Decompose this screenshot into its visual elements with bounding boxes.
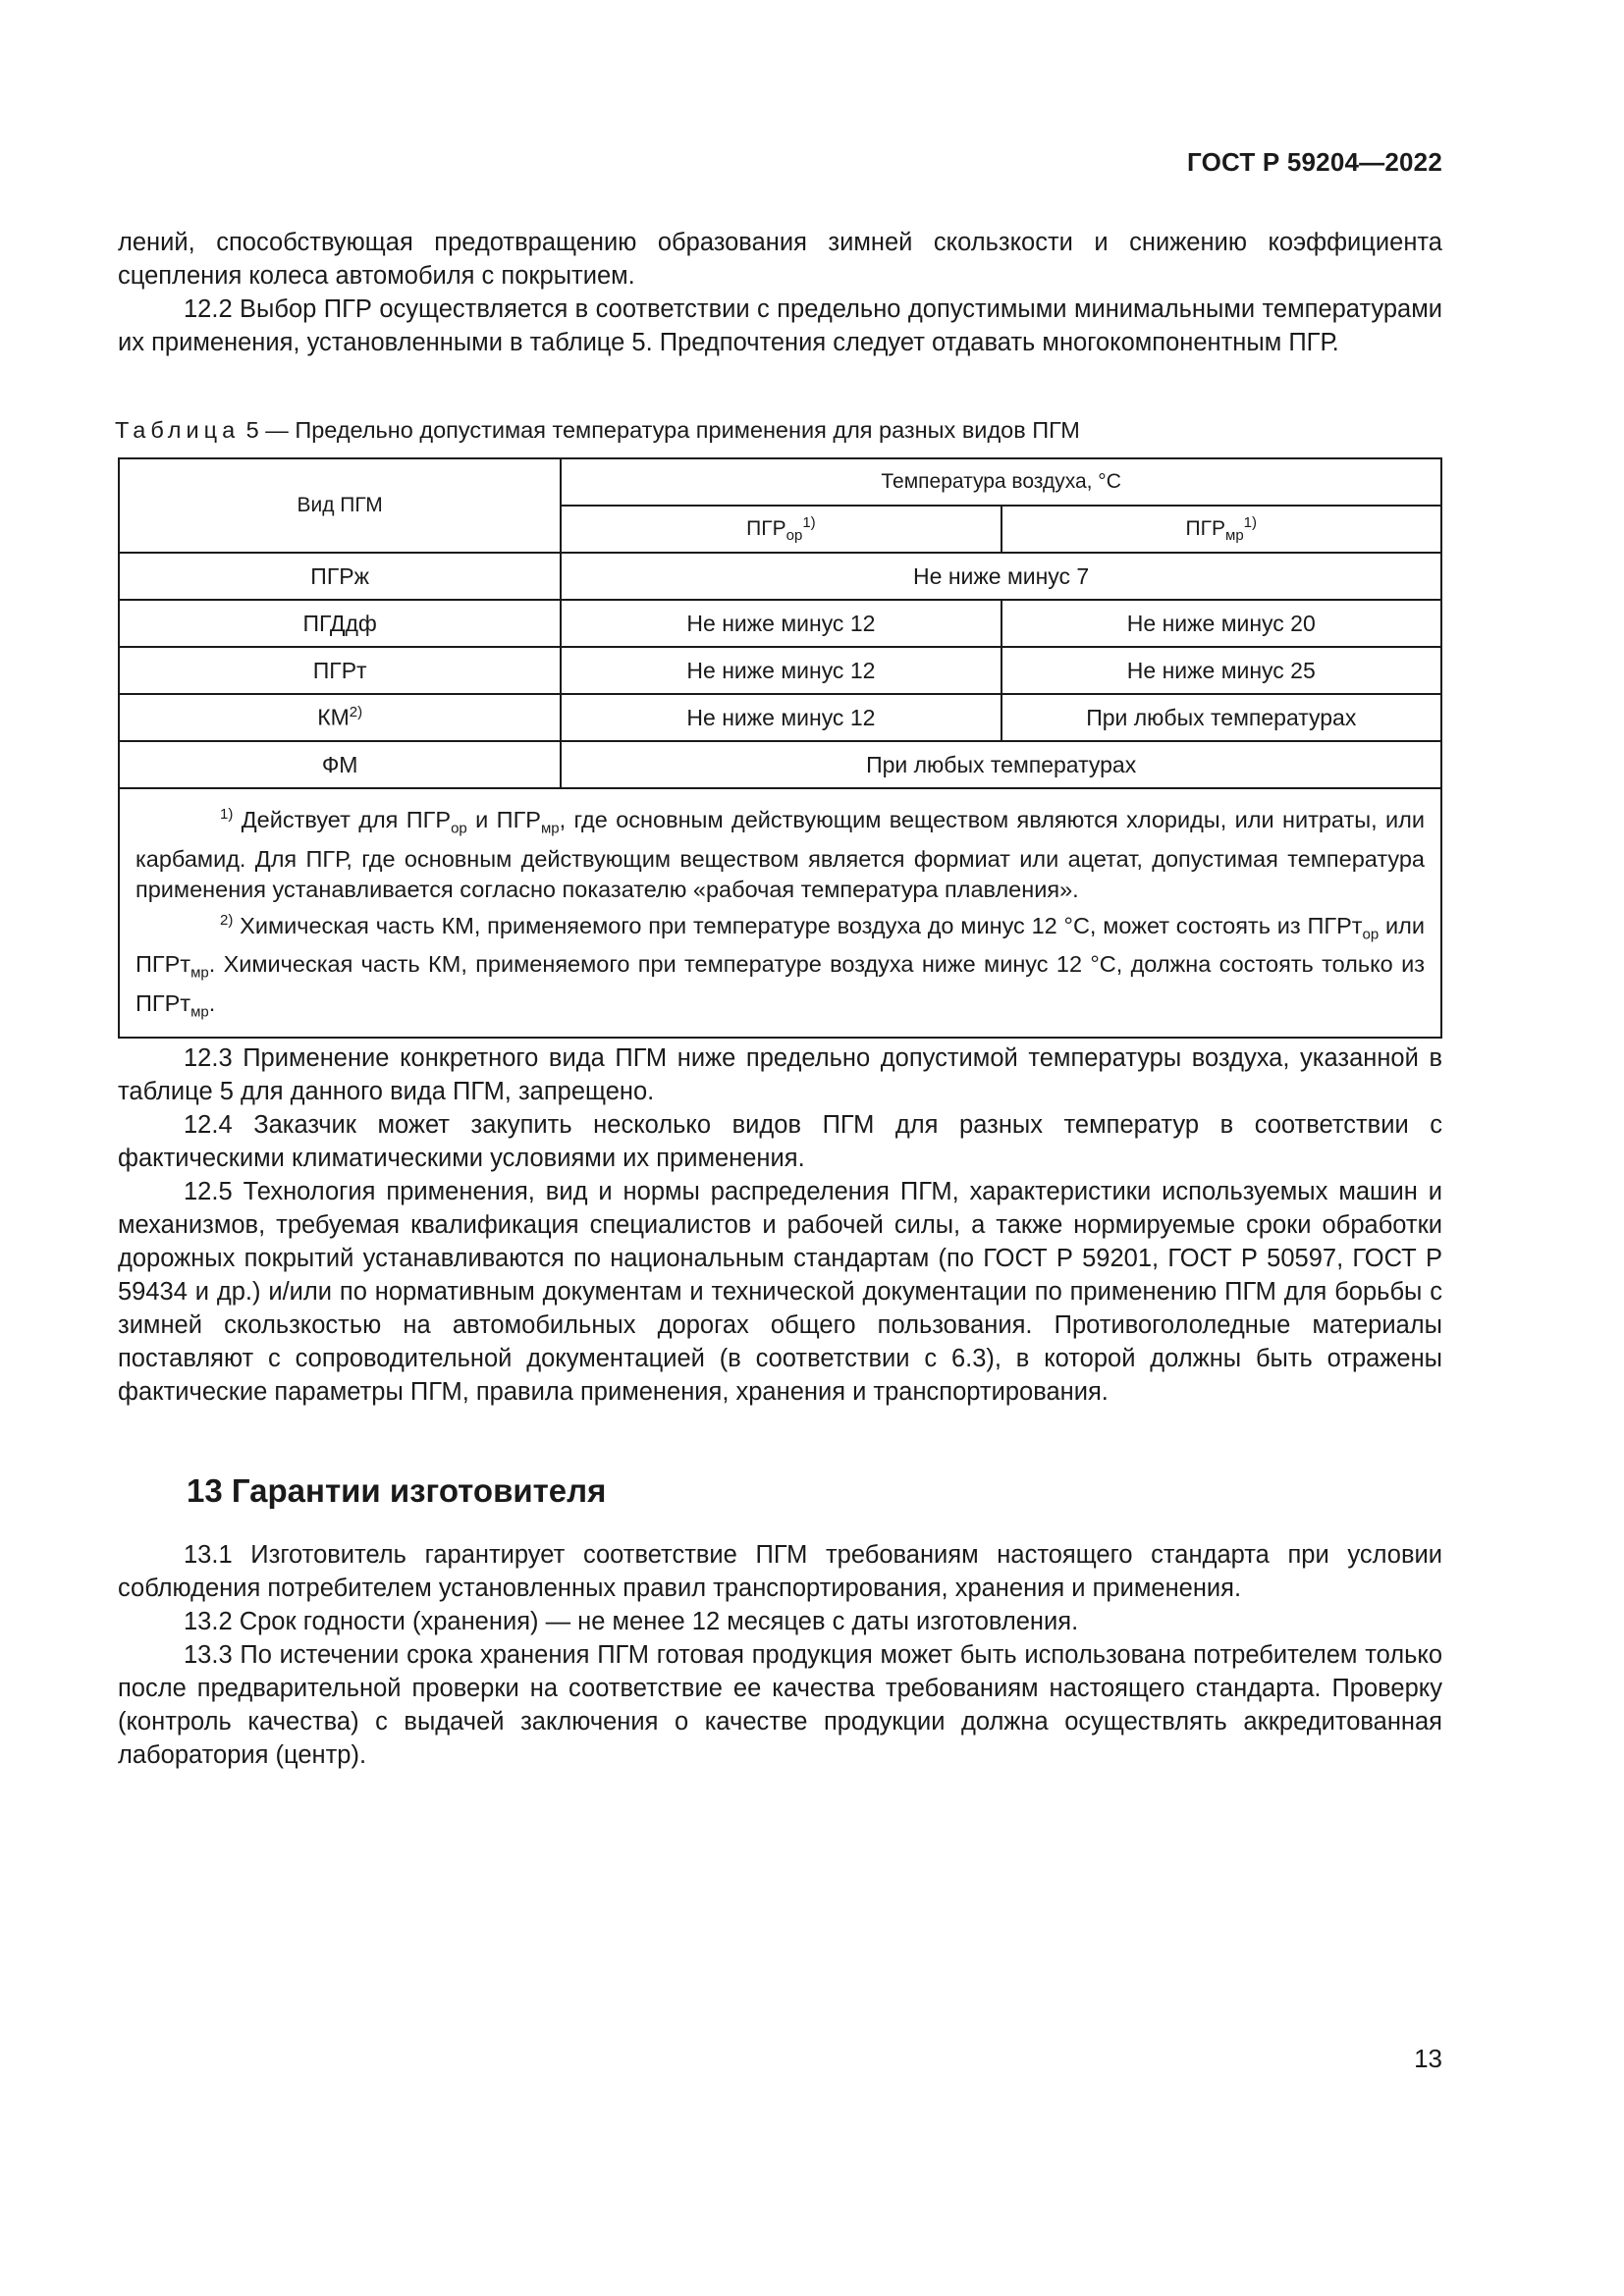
footnote-1-op: ор <box>451 820 467 837</box>
table-row <box>119 647 1441 694</box>
footnote-1-pgr: ПГР <box>406 806 452 832</box>
paragraph-13-2: 13.2 Срок годности (хранения) — не менее 12 месяцев с даты изготовления. <box>184 1608 1079 1635</box>
footnote-2-mark: 2) <box>220 911 234 929</box>
header-mp-sup: 1) <box>1243 513 1258 531</box>
type-cell-text: КМ <box>317 704 350 730</box>
footnote-2-end: . <box>208 989 216 1016</box>
page-number: 13 <box>1414 2044 1442 2073</box>
type-cell: ФМ <box>119 741 561 788</box>
table-caption <box>115 417 1080 444</box>
table-notes-row <box>119 788 1441 1038</box>
op-cell: Не ниже минус 12 <box>561 694 1001 741</box>
type-cell: ПГРт <box>119 647 561 694</box>
mp-cell: Не ниже минус 25 <box>1001 647 1441 694</box>
document-code: ГОСТ Р 59204—2022 <box>1187 147 1442 177</box>
footnote-2-mp: мр <box>190 964 209 982</box>
table-caption-label: Таблица <box>115 417 241 443</box>
op-cell: Не ниже минус 12 <box>561 600 1001 647</box>
mp-cell: При любых температурах <box>1001 694 1441 741</box>
header-op-sup: 1) <box>802 513 816 531</box>
section-13-block <box>118 1538 1442 1772</box>
table-row <box>119 553 1441 600</box>
footnote-1-pgr-2: ПГР <box>496 806 541 832</box>
footnote-1-mp: мр <box>540 820 560 837</box>
type-cell-sup: 2) <box>349 704 363 721</box>
footnote-2-text-b: . Химическая часть КМ, применяемого при температуре воздуха ниже минус 12 °С, должна состоять только из <box>208 951 1425 978</box>
footnote-1-mark: 1) <box>220 806 234 823</box>
table-caption-text: 5 — Предельно допустимая температура применения для разных видов ПГМ <box>240 417 1080 443</box>
body-block <box>118 1041 1442 1409</box>
continuation-paragraph: лений, способствующая предотвращению образования зимней скользкости и снижению коэффициента сцепления колеса автомобиля с покрытием. <box>118 229 1442 290</box>
header-mp-base: ПГР <box>1185 516 1226 540</box>
paragraph-13-3: 13.3 По истечении срока хранения ПГМ готовая продукция может быть использована потребителем только после предварительной проверки на соответствие ее качества требованиям настоящего стандарта. Проверку (контроль качества) с выдачей заключения о качестве продукции должна осуществлять аккредитованная лаборатория (центр). <box>118 1641 1442 1769</box>
table-notes-cell <box>119 788 1441 1038</box>
paragraph-12-5: 12.5 Технология применения, вид и нормы распределения ПГМ, характеристики используемых машин и механизмов, требуемая квалификация специалистов и рабочей силы, а также нормируемые сроки обработки дорожных покрытий устанавливаются по национальным стандартам (по ГОСТ Р 59201, ГОСТ Р 50597, ГОСТ Р 59434 и др.) и/или по нормативным документам и технической документации по применению ПГМ для борьбы с зимней скользкостью на автомобильных дорогах общего пользования. Противогололедные материалы поставляют с сопроводительной документацией (в соответствии с 6.3), в которой должны быть отражены фактические параметры ПГМ, правила применения, хранения и транспортирования. <box>118 1178 1442 1406</box>
type-cell: ПГДдф <box>119 600 561 647</box>
footnote-2-pgrt: ПГРт <box>1307 912 1363 938</box>
header-mp-cell <box>1001 506 1441 553</box>
header-op-cell <box>561 506 1001 553</box>
paragraph-12-2: 12.2 Выбор ПГР осуществляется в соответствии с предельно допустимыми минимальными температурами их применения, установленными в таблице 5. Предпочтения следует отдавать многокомпонентным ПГР. <box>118 295 1442 356</box>
mp-cell: Не ниже минус 20 <box>1001 600 1441 647</box>
type-cell <box>119 694 561 741</box>
temperature-table <box>118 457 1442 1039</box>
paragraph-12-4: 12.4 Заказчик может закупить несколько видов ПГМ для разных температур в соответствии с фактическими климатическими условиями их применения. <box>118 1111 1442 1172</box>
table-row <box>119 694 1441 741</box>
footnote-1-and: и <box>466 806 497 832</box>
paragraph-13-1: 13.1 Изготовитель гарантирует соответствие ПГМ требованиям настоящего стандарта при условии соблюдения потребителем установленных правил транспортирования, хранения и применения. <box>118 1541 1442 1602</box>
merged-cell: Не ниже минус 7 <box>561 553 1441 600</box>
header-type-cell: Вид ПГМ <box>119 458 561 553</box>
header-op-sub: ор <box>785 527 803 545</box>
intro-block <box>118 226 1442 359</box>
header-temp-cell: Температура воздуха, °С <box>561 458 1441 506</box>
footnote-1-text-a: Действует для <box>233 806 406 832</box>
footnote-2-op: ор <box>1362 926 1380 943</box>
op-cell: Не ниже минус 12 <box>561 647 1001 694</box>
section-13-title: 13 Гарантии изготовителя <box>187 1472 607 1509</box>
table-header-row <box>119 458 1441 506</box>
footnote-2-pgrt-3: ПГРт <box>135 989 191 1016</box>
merged-cell: При любых температурах <box>561 741 1441 788</box>
footnote-2-pgrt-2: ПГРт <box>135 951 191 978</box>
paragraph-12-3: 12.3 Применение конкретного вида ПГМ ниже предельно допустимой температуры воздуха, указанной в таблице 5 для данного вида ПГМ, запрещено. <box>118 1044 1442 1105</box>
footnote-1-text-b: , где основным действующим веществом являются хлориды, или нитраты, или карбамид. Для ПГР, где основным действующим веществом является формиат или ацетат, допустимая температура применения устанавливается согласно показателю «рабочая температура плавления». <box>135 806 1425 902</box>
table-row <box>119 741 1441 788</box>
type-cell: ПГРж <box>119 553 561 600</box>
footnote-2-or: или <box>1379 912 1425 938</box>
footnote-1 <box>135 799 1425 905</box>
footnote-2 <box>135 905 1425 1028</box>
footnote-2-mp-2: мр <box>190 1003 209 1021</box>
table-row <box>119 600 1441 647</box>
header-op-base: ПГР <box>746 516 786 540</box>
header-mp-sub: мр <box>1225 527 1244 545</box>
footnote-2-text-a: Химическая часть КМ, применяемого при температуре воздуха до минус 12 °С, может состоять из <box>233 912 1308 938</box>
